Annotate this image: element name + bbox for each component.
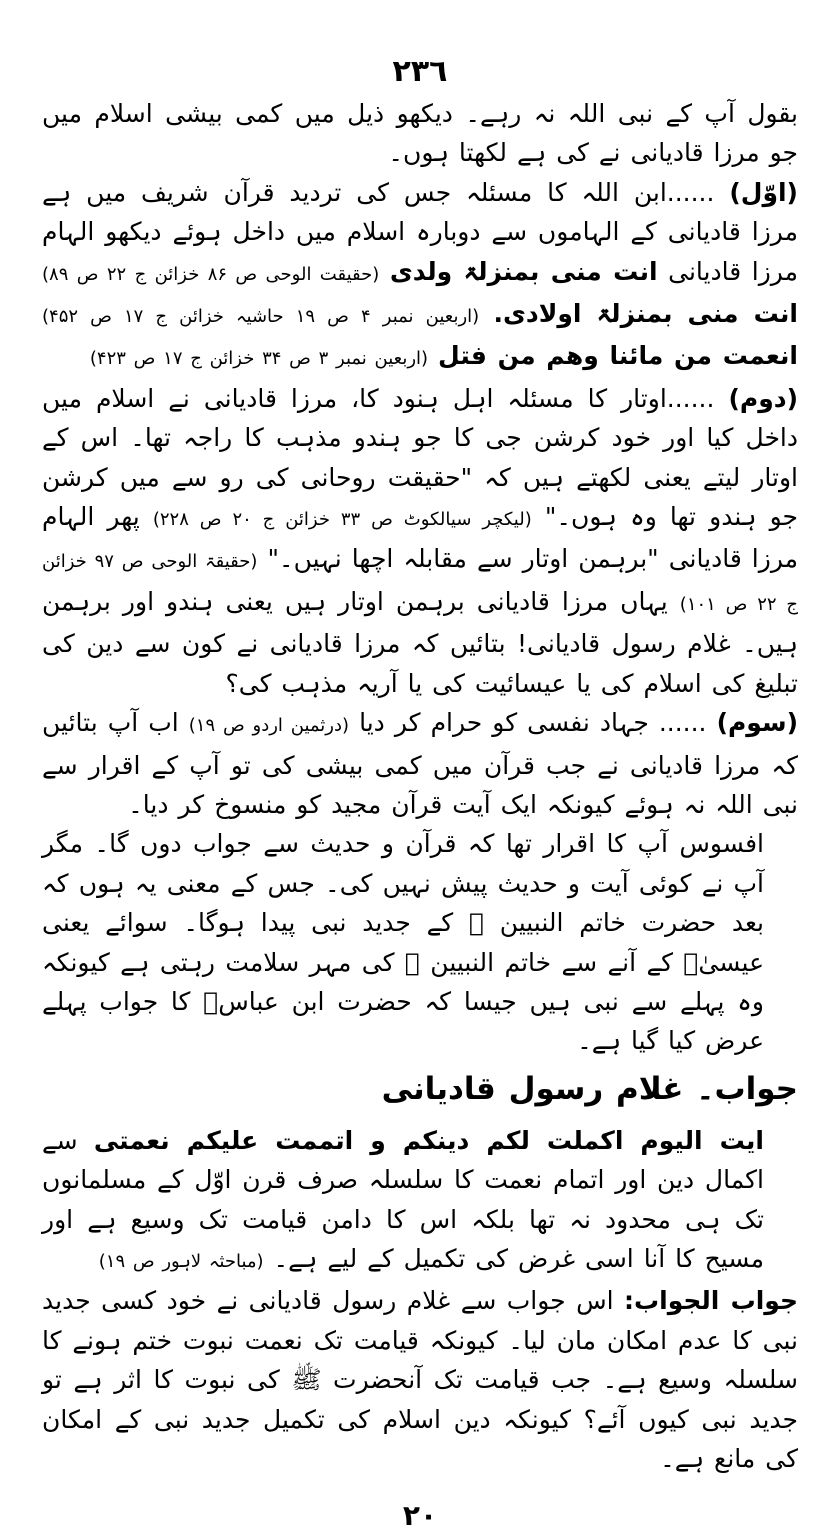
paragraph-intro: بقول آپ کے نبی اللہ نہ رہے۔ دیکھو ذیل میں کمی بیشی اسلام میں جو مرزا قادیانی نے کی ہے لکھتا ہوں۔: [42, 99, 798, 168]
second-reference-2: (حقیقۃ الوحی ص ۹۷ خزائن ج ۲۲ ص ۱۰۱): [42, 551, 798, 615]
first-arabic-quote-2: انت منی بمنزلۃ اولادی.: [493, 299, 798, 329]
page-top-number: ٢٣٦: [392, 54, 448, 89]
paragraph-regret: افسوس آپ کا اقرار تھا کہ قرآن و حدیث سے جواب دوں گا۔ مگر آپ نے کوئی آیت و حدیث پیش نہیں کی۔ جس کے معنی یہ ہوں کہ بعد حضرت خاتم النبیین ﷺ کے جدید نبی پیدا ہوگا۔ سوائے یعنی عیسیٰؑ کے آنے سے خاتم النبیین ﷺ کی مہر سلامت رہتی ہے کیونکہ وہ پہلے سے نبی ہیں جیسا کہ حضرت ابن عباسؓ کا جواب پہلے عرض کیا گیا ہے۔: [42, 829, 764, 1056]
second-text-1: ......اوتار کا مسئلہ اہل ہنود کا، مرزا قادیانی نے اسلام میں داخل کیا اور خود کرشن جی کا جو ہندو مذہب کا راجہ تھا۔ اس کے اوتار لیتے یعنی لکھتے ہیں کہ "حقیقت روحانی کی رو سے میں کرشن جو ہندو تھا وہ ہوں۔": [42, 383, 798, 532]
second-text-3: یہاں مرزا قادیانی برہمن اوتار ہیں یعنی ہندو اور برہمن ہیں۔ غلام رسول قادیانی! بتائیں کہ مرزا قادیانی نے کون سے دین کی تبلیغ کی اسلام کی یا عیسائیت کی یا آریہ مذہب کی؟: [42, 586, 798, 698]
answer-reference: (مباحثہ لاہور ص ۱۹): [98, 1250, 264, 1272]
first-label: (اوّل): [729, 177, 798, 207]
third-reference: (درثمین اردو ص ۱۹): [188, 715, 350, 737]
answer-arabic-verse: ایت الیوم اکملت لکم دینکم و اتممت علیکم نعمتی: [93, 1125, 764, 1155]
first-arabic-quote-1: انت منی بمنزلۃ ولدی: [389, 256, 658, 286]
second-reference-1: (لیکچر سیالکوٹ ص ۳۳ خزائن ج ۲۰ ص ۲۲۸): [152, 509, 532, 531]
page-footer-number: ٢٠: [402, 1499, 438, 1532]
answer-text: سے اکمال دین اور اتمام نعمت کا سلسلہ صرف قرن اوّل کے مسلمانوں تک ہی محدود نہ تھا بلکہ اس کا دامن قیامت تک وسیع ہے اور مسیح کا آنا اسی غرض کی تکمیل کے لیے ہے۔: [42, 1125, 764, 1273]
rebuttal-text: اس جواب سے غلام رسول قادیانی نے خود کسی جدید نبی کا عدم امکان مان لیا۔ کیونکہ قیامت تک نعمت نبوت ختم ہونے کا سلسلہ وسیع ہے۔ جب قیامت تک آنحضرت ﷺ کی نبوت کا اثر ہے تو جدید نبی کیوں آئے؟ کیونکہ دین اسلام کی تکمیل جدید نبی کے امکان کی مانع ہے۔: [42, 1286, 798, 1473]
page-body: [42, 94, 798, 1478]
first-arabic-quote-3: انعمت من مائنا وھم من فتل: [438, 341, 798, 371]
first-reference-2: (اربعین نمبر ۴ ص ۱۹ حاشیہ خزائن ج ۱۷ ص ۴۵۲): [42, 306, 480, 328]
paragraph-second: [42, 379, 798, 703]
second-text-2: پھر الہام مرزا قادیانی "برہمن اوتار سے مقابلہ اچھا نہیں۔": [42, 502, 799, 574]
paragraph-third: [42, 703, 798, 824]
first-reference-1: (حقیقت الوحی ص ۸۶ خزائن ج ۲۲ ص ۸۹): [42, 263, 380, 285]
third-text-1: ...... جہاد نفسی کو حرام کر دیا: [359, 708, 707, 738]
first-text: ......ابن اللہ کا مسئلہ جس کی تردید قرآن شریف میں ہے مرزا قادیانی کے الہاموں سے دوبارہ اسلام میں داخل ہوئے دیکھو الہام مرزا قادیانی: [42, 177, 798, 286]
paragraph-first: [42, 173, 798, 379]
paragraph-answer: [42, 1121, 798, 1282]
rebuttal-label: جواب الجواب:: [624, 1286, 798, 1316]
third-text-2: اب آپ بتائیں کہ مرزا قادیانی نے جب قرآن میں کمی بیشی کی تو آپ کے اقرار سے نبی اللہ نہ ہوئے کیونکہ ایک آیت قرآن مجید کو منسوخ کر دیا۔: [42, 708, 798, 819]
second-label: (دوم): [728, 383, 798, 413]
paragraph-rebuttal: [42, 1281, 798, 1478]
third-label: (سوم): [716, 708, 798, 738]
first-reference-3: (اربعین نمبر ۳ ص ۳۴ خزائن ج ۱۷ ص ۴۲۳): [89, 348, 429, 370]
section-heading: جواب۔ غلام رسول قادیانی: [381, 1070, 798, 1107]
